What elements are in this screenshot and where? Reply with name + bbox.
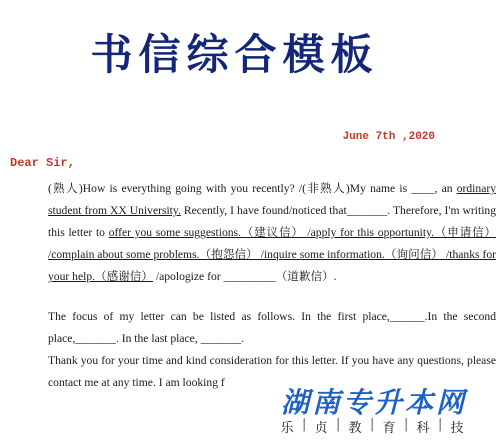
- phrase-second: .In the second place,: [48, 310, 496, 345]
- phrase-suggestions: offer you some suggestions.: [108, 226, 241, 239]
- watermark-char: 乐: [280, 421, 294, 436]
- phrase-period: .: [241, 332, 245, 345]
- watermark-separator: |: [438, 417, 443, 432]
- phrase-greeting: How is everything going with you recently? /(非熟人)My name is: [82, 182, 412, 195]
- phrase-student-identity: ordinary student from XX University.: [48, 182, 496, 217]
- phrase-focus: The focus of my letter can be listed as follows. In the first place,: [48, 310, 390, 323]
- watermark-site-name: 湖南专升本网: [281, 386, 468, 419]
- phrase-inquire: /inquire some information.: [257, 248, 385, 261]
- phrase-acquaintance-note: (熟人): [48, 182, 83, 195]
- phrase-complain: /complain about some problems.: [48, 248, 200, 261]
- phrase-therefore: . Therefore, I'm writing this letter to: [48, 204, 496, 239]
- phrase-apply: /apply for this opportunity.: [303, 226, 435, 239]
- letter-date: June 7th ,2020: [342, 131, 435, 143]
- watermark-char: 科: [416, 421, 430, 436]
- phrase-comma-an: , an: [434, 182, 457, 195]
- watermark-char: 技: [450, 421, 464, 436]
- document-title: 书信综合模板: [90, 30, 379, 79]
- phrase-last: . In the last place,: [115, 332, 201, 345]
- watermark-char: 贞: [314, 421, 328, 436]
- blank-apologize: _________: [223, 270, 276, 283]
- blank-name: ____: [411, 182, 435, 195]
- type-application-letter: （申请信）: [434, 226, 496, 239]
- type-apology-letter: （道歉信）.: [275, 270, 337, 283]
- salutation: Dear Sir,: [10, 156, 75, 170]
- watermark-logo: [271, 378, 469, 441]
- watermark-subtitle: [279, 417, 465, 436]
- paragraph-closing: Thank you for your time and kind consideration for this letter. If you have any questions, please contact me at any time. I am looking f: [48, 354, 496, 389]
- watermark-separator: |: [404, 417, 409, 432]
- blank-second: _______: [75, 332, 116, 345]
- type-thanks-letter: （感谢信）: [95, 270, 153, 283]
- phrase-thanks: /thanks for your help.: [48, 248, 496, 283]
- watermark-separator: |: [302, 417, 307, 432]
- type-suggestion-letter: （建议信）: [240, 226, 304, 239]
- watermark-char: 育: [382, 421, 396, 436]
- blank-last: _______: [200, 332, 242, 345]
- watermark-separator: |: [336, 417, 341, 432]
- blank-first: ______: [389, 310, 425, 323]
- paragraph-focus: [10, 306, 496, 350]
- phrase-noticed: Recently, I have found/noticed that: [180, 204, 347, 217]
- watermark-separator: |: [370, 417, 375, 432]
- watermark-char: 教: [348, 421, 362, 436]
- paragraph-opening: [10, 178, 496, 288]
- blank-noticed: _______: [346, 204, 388, 217]
- type-complaint-letter: （抱怨信）: [199, 248, 258, 261]
- phrase-apologize: /apologize for: [153, 270, 224, 283]
- type-inquiry-letter: （询问信）: [384, 248, 444, 261]
